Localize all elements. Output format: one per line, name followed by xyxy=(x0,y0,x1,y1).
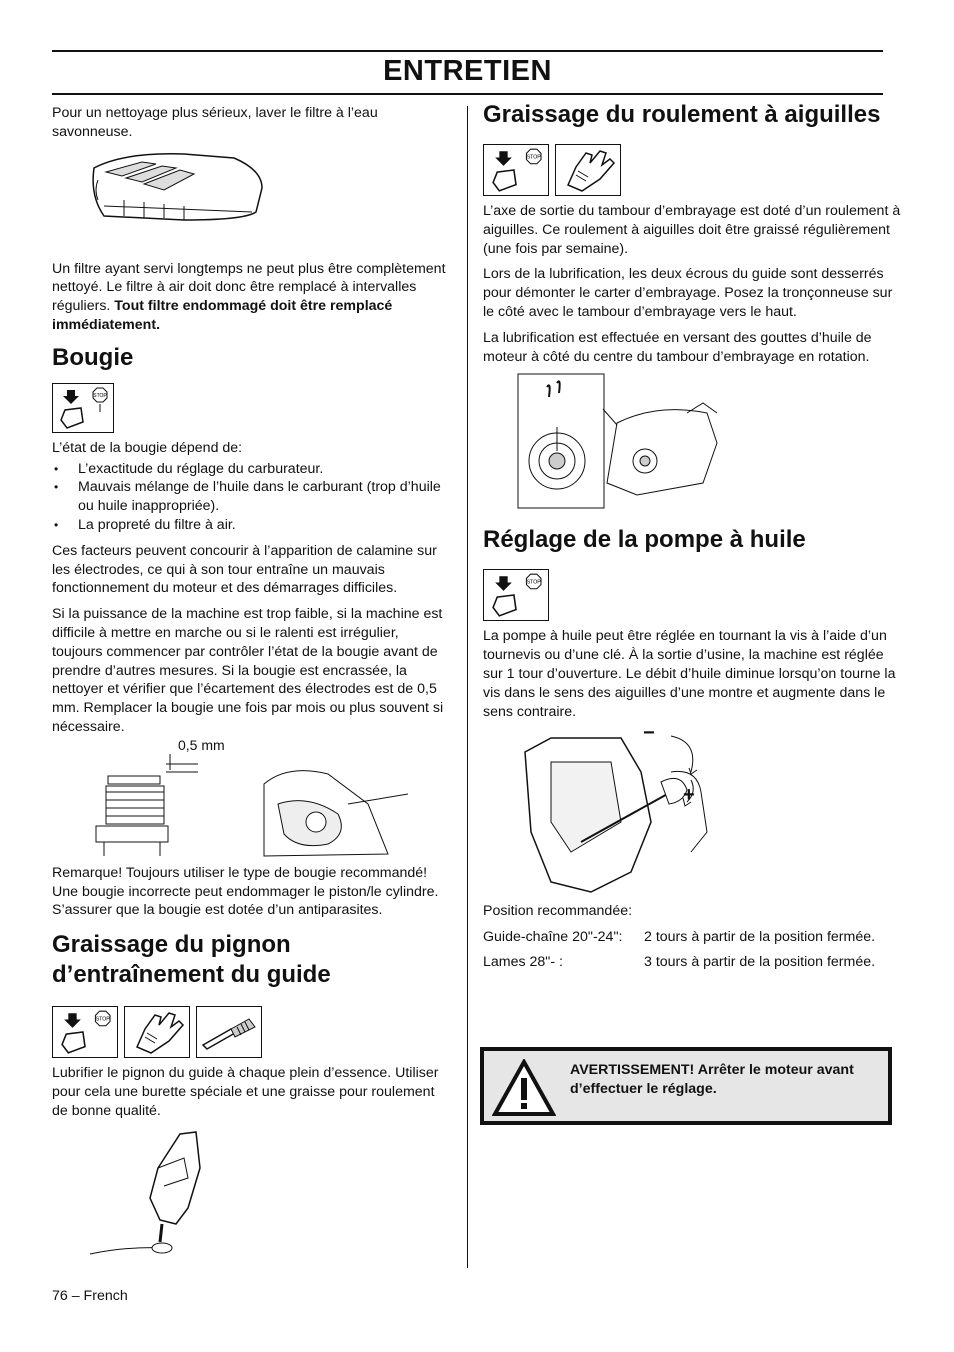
filter-warning-bold: Tout filtre endommagé doit être remplacé immédiatement. xyxy=(52,298,393,333)
oil-pump-figure xyxy=(483,722,901,902)
position-key: Guide-chaîne 20"-24": xyxy=(483,929,623,946)
clutch-drum-figure xyxy=(483,373,901,513)
paragraph-axe: L’axe de sortie du tambour d’embrayage est doté d’un roulement à aiguilles. Ce roulement à aiguilles doit être graissé régulièrement (une fois par semaine). xyxy=(483,203,901,257)
icon-row-pompe xyxy=(483,569,901,621)
warning-text: AVERTISSEMENT! Arrêter le moteur avant d’effectuer le réglage. xyxy=(570,1062,854,1097)
paragraph-pignon: Lubrifier le pignon du guide à chaque plein d’essence. Utiliser pour cela une burette spéciale et une graisse pour roulement de bonne qualité. xyxy=(52,1065,439,1119)
clutch-drum-illustration xyxy=(517,373,737,513)
list-item: • La propreté du filtre à air. xyxy=(52,516,452,535)
paragraph-factors: Ces facteurs peuvent concourir à l’apparition de calamine sur les électrodes, ce qui à son tour entraîne un mauvais fonctionnement du moteur et des démarrages difficiles. xyxy=(52,542,437,597)
stop-engine-icon xyxy=(52,1006,118,1058)
column-divider xyxy=(467,106,468,1268)
grease-gun-figure xyxy=(52,1128,452,1268)
heading-roulement: Graissage du roulement à aiguilles xyxy=(483,101,881,128)
air-filter-figure xyxy=(52,150,452,252)
glove-icon xyxy=(124,1006,190,1058)
svg-text:STOP: STOP xyxy=(526,154,541,161)
paragraph-gouttes: La lubrification est effectuée en versant des gouttes d’huile de moteur à côté du centre du tambour d’embrayage en rotation. xyxy=(483,329,872,365)
plus-sign: + xyxy=(683,784,695,807)
position-value: 2 tours à partir de la position fermée. xyxy=(644,929,876,946)
heading-bougie: Bougie xyxy=(52,343,134,371)
air-filter-illustration xyxy=(84,150,284,230)
warning-box xyxy=(480,1047,892,1125)
stop-engine-icon xyxy=(483,569,549,621)
paragraph-pompe: La pompe à huile peut être réglée en tournant la vis à l’aide d’un tournevis ou d’une clé. À la sortie d’usine, la machine est réglée sur 1 tour d’ouverture. Le débit d’huile diminue lorsqu’on tourne la vis dans le sens des aiguilles d’une montre et augmente dans le sens contraire. xyxy=(483,628,896,720)
position-key: Lames 28"- : xyxy=(483,953,563,970)
heading-pignon: Graissage du pignon d’entraînement du guide xyxy=(52,931,331,989)
svg-text:STOP: STOP xyxy=(526,579,541,586)
paragraph-power: Si la puissance de la machine est trop faible, si la machine est difficile à mettre en marche ou si le ralenti est irrégulier, toujours commencer par contrôler l’état de la bougie avant de prendre d’autres mesures. Si la bougie est encrassée, la nettoyer et vérifier que l’écartement des électrodes est de 0,5 mm. Remplacer la bougie une fois par mois ou plus souvent si nécessaire. xyxy=(52,606,444,735)
paragraph-filter xyxy=(52,260,452,335)
position-row xyxy=(483,928,901,947)
header-rule-top xyxy=(52,50,883,52)
brush-icon xyxy=(196,1006,262,1058)
paragraph-state: L’état de la bougie dépend de: xyxy=(52,439,243,456)
section-title: ENTRETIEN xyxy=(383,55,552,87)
paragraph-position: Position recommandée: xyxy=(483,903,633,920)
gap-label: 0,5 mm xyxy=(178,736,225,753)
svg-text:STOP: STOP xyxy=(93,392,107,399)
stop-engine-icon xyxy=(52,383,114,433)
position-row xyxy=(483,953,901,972)
grease-gun-illustration xyxy=(88,1128,248,1264)
icon-row-bougie xyxy=(52,383,452,433)
icon-row-roulement xyxy=(483,144,901,196)
spark-plug-illustration xyxy=(88,744,418,860)
glove-icon xyxy=(555,144,621,196)
header-rule-bottom xyxy=(52,93,883,95)
list-item: • L’exactitude du réglage du carburateur. xyxy=(52,460,452,479)
heading-pompe: Réglage de la pompe à huile xyxy=(483,526,806,554)
list-item: • Mauvais mélange de l’huile dans le carburant (trop d’huile ou huile inappropriée). xyxy=(52,478,452,516)
page-footer: 76 – French xyxy=(52,1288,128,1304)
paragraph-note: Remarque! Toujours utiliser le type de bougie recommandé! Une bougie incorrecte peut endommager le piston/le cylindre. S’assurer que la bougie est dotée d’un antiparasites. xyxy=(52,864,439,919)
left-column xyxy=(52,104,452,1268)
paragraph-clean: Pour un nettoyage plus sérieux, laver le filtre à l’eau savonneuse. xyxy=(52,105,378,140)
right-column xyxy=(483,100,901,972)
oil-pump-illustration xyxy=(511,732,731,902)
paragraph-lubrification: Lors de la lubrification, les deux écrous du guide sont desserrés pour démonter le carter d’embrayage. Posez la tronçonneuse sur le côté avec le tambour d’embrayage vers le haut. xyxy=(483,266,893,320)
minus-sign: − xyxy=(643,722,655,745)
warning-box-inner xyxy=(484,1051,888,1121)
spark-plug-figure xyxy=(52,736,452,864)
warning-triangle-icon xyxy=(492,1059,556,1117)
causes-list xyxy=(52,460,452,535)
stop-engine-icon xyxy=(483,144,549,196)
filter-text: Un filtre ayant servi longtemps ne peut plus être complètement nettoyé. Le filtre à air doit donc être remplacé à intervalles réguliers. xyxy=(52,260,446,315)
icon-row-pignon xyxy=(52,1006,452,1058)
svg-text:STOP: STOP xyxy=(95,1016,110,1023)
position-value: 3 tours à partir de la position fermée. xyxy=(644,953,876,970)
